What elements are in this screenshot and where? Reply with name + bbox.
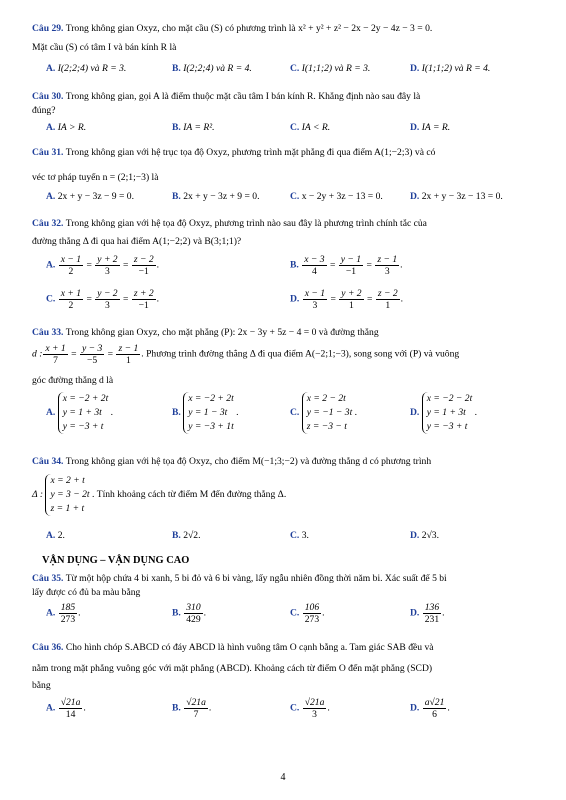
option-text: 2x + y − 3z − 9 = 0. [57, 191, 135, 202]
option-d: D. $\frac{a√21}{6}$ . [410, 697, 450, 720]
question-32 [32, 217, 540, 230]
question-number: Câu 33. [32, 327, 64, 338]
fraction [339, 288, 363, 311]
numerator: z − 2 [377, 288, 398, 299]
option-b: B. $\frac{x - 3}{4}$ = $\frac{y - 1}{-1}$ = $\frac{z - 1}{3}$ . [290, 254, 403, 277]
question-35-line2 [32, 586, 540, 599]
option-b [172, 530, 200, 541]
fraction [43, 343, 67, 366]
denominator: −1 [138, 266, 149, 277]
option-label: D. [410, 530, 420, 541]
option-text: 2x + y − 3z + 9 = 0. [183, 191, 260, 202]
denominator: −1 [345, 266, 357, 277]
numerator: z + 2 [133, 288, 154, 299]
fraction [302, 254, 326, 277]
option-c: C. $\frac{x + 1}{2}$ = $\frac{y - 2}{3}$ = $\frac{z + 2}{-1}$ . [46, 288, 160, 311]
option-a [46, 530, 65, 541]
denominator: 273 [304, 614, 320, 625]
line-name: d : [32, 348, 43, 360]
fraction [132, 288, 156, 311]
equation-system [183, 392, 234, 434]
fraction [303, 602, 321, 625]
option-label: D. [410, 122, 420, 133]
denominator: 429 [186, 614, 201, 625]
question-number: Câu 29. [32, 23, 64, 34]
question-36-line3 [32, 679, 540, 692]
option-b: B. $\frac{√21a}{7}$ . [172, 697, 212, 720]
option-text: I(2;2;4) và R = 4. [183, 63, 252, 74]
line-name: Δ : [32, 489, 44, 501]
option-label: B. [172, 607, 181, 619]
option-label: D. [410, 407, 420, 419]
option-label: C. [290, 407, 300, 419]
option-label: A. [46, 191, 56, 202]
question-text: đường thẳng Δ đi qua hai điểm A(1;−2;2) và B(3;1;1)? [32, 236, 242, 247]
numerator: z − 2 [133, 254, 154, 265]
option-label: D. [290, 293, 300, 305]
fraction [59, 697, 83, 720]
numerator: √21a [60, 697, 81, 708]
option-label: B. [172, 702, 181, 714]
question-text: Trong không gian Oxyz, cho mặt cầu (S) có phương trình là x² + y² + z² − 2x − 2y − 4z − 3 = 0. [65, 23, 433, 34]
option-a: A. $\frac{185}{273}$ . [46, 602, 81, 625]
fraction [376, 288, 400, 311]
question-34-line2 [32, 474, 540, 516]
option-label: A. [46, 122, 56, 133]
question-29 [32, 22, 540, 35]
question-33 [32, 326, 540, 339]
option-text: I(1;1;2) và R = 3. [301, 63, 371, 74]
denominator: 2 [68, 300, 74, 311]
denominator: −1 [138, 300, 149, 311]
numerator: x + 1 [60, 288, 82, 299]
option-label: D. [410, 63, 420, 74]
system-line: y = 1 − 3t [188, 407, 228, 418]
question-36 [32, 641, 540, 654]
denominator: 1 [125, 355, 131, 366]
question-text: véc tơ pháp tuyến n = (2;1;−3) là [32, 172, 159, 183]
fraction [132, 254, 156, 277]
numerator: x − 1 [304, 288, 326, 299]
option-d: D. $\frac{136}{231}$ . [410, 602, 445, 625]
numerator: 185 [60, 602, 76, 613]
question-33-line2 [32, 343, 540, 366]
option-d [410, 63, 490, 74]
option-label: B. [172, 407, 181, 419]
system-line: x = −2 − 2t [426, 393, 473, 404]
question-29-line2 [32, 41, 540, 54]
option-label: A. [46, 530, 56, 541]
equation-system [58, 392, 109, 434]
fraction [303, 697, 327, 720]
option-a: A. $\frac{√21a}{14}$ . [46, 697, 86, 720]
fraction [375, 254, 399, 277]
equation-system [422, 392, 473, 434]
option-c: C. $\frac{√21a}{3}$ . [290, 697, 330, 720]
option-label: B. [172, 191, 181, 202]
equation-system [302, 392, 353, 434]
option-label: A. [46, 407, 56, 419]
numerator: y − 1 [340, 254, 362, 265]
option-label: B. [290, 259, 299, 271]
option-label: C. [290, 63, 300, 74]
question-31-line2 [32, 171, 540, 184]
question-text: Trong không gian Oxyz, cho mặt phẳng (P): 2x − 3y + 5z − 4 = 0 và đường thẳng [65, 327, 379, 338]
option-d: D. x = −2 − 2t y = 1 + 3t y = −3 + t . [410, 393, 478, 432]
numerator: y − 3 [81, 343, 103, 354]
denominator: 4 [311, 266, 317, 277]
question-text: Trong không gian với hệ tọa độ Oxyz, cho điểm M(−1;3;−2) và đường thẳng d có phương trình [65, 456, 432, 467]
option-b [172, 122, 215, 133]
line-equation: $\frac{x + 1}{7}$ = $\frac{y - 3}{-5}$ = $\frac{z - 1}{1}$ [45, 343, 139, 366]
option-a [46, 191, 134, 202]
option-text: 3. [301, 530, 309, 541]
denominator: 6 [432, 709, 437, 720]
denominator: 7 [53, 355, 58, 366]
question-text: Trong không gian với hệ tọa độ Oxyz, phương trình nào sau đây là phương trình chính tắc của [65, 218, 427, 229]
question-36-line2 [32, 662, 540, 675]
option-label: A. [46, 607, 56, 619]
system-line: z = 1 + t [50, 503, 85, 514]
numerator: √21a [186, 697, 206, 708]
option-text: I(2;2;4) và R = 3. [57, 63, 127, 74]
question-32-line2 [32, 235, 540, 248]
fraction [184, 697, 208, 720]
question-text: . Phương trình đường thẳng Δ đi qua điểm A(−2;1;−3), song song với (P) và vuông [141, 348, 460, 360]
option-label: A. [46, 63, 56, 74]
fraction [59, 602, 77, 625]
numerator: y + 2 [341, 288, 362, 299]
section-heading: VẬN DỤNG – VẬN DỤNG CAO [42, 555, 190, 566]
option-d [410, 191, 503, 202]
numerator: y − 2 [97, 288, 118, 299]
denominator: 1 [349, 300, 354, 311]
question-text: Cho hình chóp S.ABCD có đáy ABCD là hình vuông tâm O cạnh bằng a. Tam giác SAB đều và [65, 642, 434, 653]
option-label: B. [172, 530, 181, 541]
option-c [290, 530, 309, 541]
system-line: y = 1 + 3t [426, 407, 466, 418]
option-text: 2. [57, 530, 65, 541]
system-line: y = −3 + 1t [188, 421, 234, 432]
question-number: Câu 30. [32, 91, 64, 102]
fraction [116, 343, 140, 366]
denominator: 14 [65, 709, 76, 720]
numerator: 310 [186, 602, 201, 613]
question-number: Câu 34. [32, 456, 64, 467]
denominator: 3 [312, 709, 317, 720]
question-number: Câu 35. [32, 573, 64, 584]
option-label: D. [410, 191, 420, 202]
option-text: x − 2y + 3z − 13 = 0. [301, 191, 383, 202]
question-31 [32, 146, 540, 159]
option-text: IA < R. [301, 122, 331, 133]
option-c: C. $\frac{106}{273}$ . [290, 602, 325, 625]
numerator: 136 [424, 602, 440, 613]
question-text: . Tính khoảng cách từ điểm M đến đường thẳng Δ. [91, 489, 287, 501]
question-number: Câu 32. [32, 218, 64, 229]
equation-system [45, 474, 89, 516]
question-text: Trong không gian với hệ trục tọa độ Oxyz, phương trình mặt phẳng đi qua điểm A(1;−2;3) và có [65, 147, 436, 158]
question-text: lấy được có đủ ba màu bằng [32, 587, 141, 598]
option-text: I(1;1;2) và R = 4. [421, 63, 491, 74]
page-number: 4 [280, 772, 286, 783]
system-line: z = −3 − t [306, 421, 347, 432]
denominator: 3 [105, 300, 110, 311]
numerator: 106 [304, 602, 320, 613]
option-label: C. [290, 702, 300, 714]
option-a [46, 122, 86, 133]
option-c [290, 191, 383, 202]
option-label: B. [172, 63, 181, 74]
system-line: y = 3 − 2t [50, 489, 90, 500]
line-system [45, 475, 90, 514]
denominator: 2 [68, 266, 74, 277]
fraction [423, 697, 447, 720]
option-label: D. [410, 702, 420, 714]
numerator: x + 1 [45, 343, 66, 354]
question-number: Câu 31. [32, 147, 64, 158]
question-34 [32, 455, 540, 468]
denominator: −5 [86, 355, 98, 366]
option-label: C. [290, 191, 300, 202]
numerator: y + 2 [97, 254, 118, 265]
option-b: B. x = −2 + 2t y = 1 − 3t y = −3 + 1t . [172, 393, 239, 432]
fraction [59, 254, 83, 277]
option-label: C. [290, 122, 300, 133]
denominator: 3 [312, 300, 318, 311]
numerator: x − 1 [60, 254, 82, 265]
system-line: y = −3 + t [426, 421, 468, 432]
option-label: B. [172, 122, 181, 133]
question-35 [32, 572, 540, 585]
question-text: góc đường thẳng d là [32, 375, 114, 386]
fraction [303, 288, 327, 311]
option-a [46, 63, 126, 74]
numerator: z − 1 [377, 254, 398, 265]
fraction [59, 288, 83, 311]
question-text: đúng? [32, 105, 56, 116]
question-text: Trong không gian, gọi A là điểm thuộc mặt cầu tâm I bán kính R. Khẳng định nào sau đây là [65, 91, 421, 102]
denominator: 1 [385, 300, 391, 311]
system-line: x = 2 + t [50, 475, 85, 486]
numerator: a√21 [424, 697, 445, 708]
option-text: IA = R². [183, 122, 215, 133]
denominator: 273 [60, 614, 76, 625]
fraction [184, 602, 202, 625]
denominator: 3 [384, 266, 390, 277]
option-label: A. [46, 702, 56, 714]
question-text: Từ một hộp chứa 4 bi xanh, 5 bi đỏ và 6 bi vàng, lấy ngẫu nhiên đồng thời năm bi. Xác suất để 5 bi [65, 573, 447, 584]
fraction [95, 288, 119, 311]
system-line: x = −2 + 2t [188, 393, 234, 404]
option-text: 2√2. [183, 530, 201, 541]
option-d [410, 530, 439, 541]
question-number: Câu 36. [32, 642, 64, 653]
question-text: Mặt cầu (S) có tâm I và bán kính R là [32, 42, 177, 53]
option-a: A. $\frac{x - 1}{2}$ = $\frac{y + 2}{3}$ = $\frac{z - 2}{-1}$ . [46, 254, 160, 277]
option-d [410, 122, 450, 133]
option-a: A. x = −2 + 2t y = 1 + 3t y = −3 + t . [46, 393, 114, 432]
option-text: 2x + y − 3z − 13 = 0. [421, 191, 503, 202]
denominator: 7 [193, 709, 199, 720]
option-text: IA = R. [421, 122, 451, 133]
option-b: B. $\frac{310}{429}$ . [172, 602, 207, 625]
system-line: y = 1 + 3t [62, 407, 102, 418]
option-label: C. [290, 607, 300, 619]
fraction [423, 602, 441, 625]
option-b [172, 63, 252, 74]
numerator: z − 1 [118, 343, 139, 354]
system-line: y = −1 − 3t [306, 407, 353, 418]
option-b [172, 191, 260, 202]
question-text: nằm trong mặt phẳng vuông góc với mặt phẳng (ABCD). Khoảng cách từ điểm O đến mặt phẳng (SCD) [32, 663, 433, 674]
option-d: D. $\frac{x - 1}{3}$ = $\frac{y + 2}{1}$ = $\frac{z - 2}{1}$ . [290, 288, 404, 311]
option-label: D. [410, 607, 420, 619]
option-text: IA > R. [57, 122, 87, 133]
fraction [339, 254, 363, 277]
fraction [95, 254, 119, 277]
option-label: A. [46, 259, 56, 271]
system-line: x = 2 − 2t [306, 393, 346, 404]
option-label: C. [46, 293, 56, 305]
option-c [290, 63, 370, 74]
question-30-line2 [32, 104, 540, 117]
system-line: x = −2 + 2t [62, 393, 109, 404]
question-30 [32, 90, 540, 103]
fraction [80, 343, 104, 366]
option-label: C. [290, 530, 300, 541]
numerator: √21a [304, 697, 325, 708]
option-c [290, 122, 330, 133]
option-text: 2√3. [421, 530, 439, 541]
question-text: bằng [32, 680, 51, 691]
system-line: y = −3 + t [62, 421, 104, 432]
question-33-line3 [32, 374, 540, 387]
denominator: 3 [105, 266, 110, 277]
denominator: 231 [424, 614, 440, 625]
option-c: C. x = 2 − 2t y = −1 − 3t z = −3 − t . [290, 393, 358, 432]
numerator: x − 3 [304, 254, 325, 265]
